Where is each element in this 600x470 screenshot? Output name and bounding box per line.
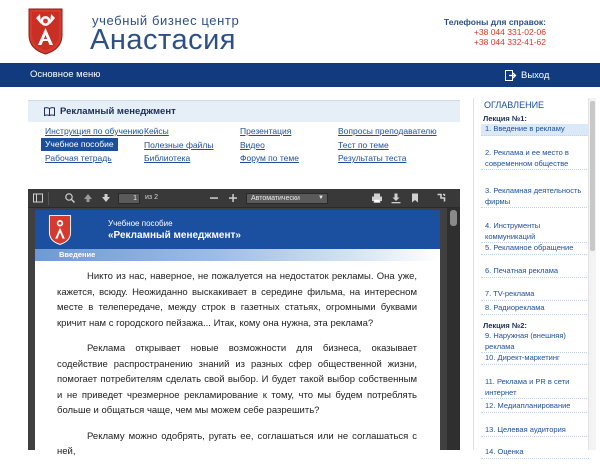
exit-icon [505,70,516,81]
link-library[interactable]: Библиотека [144,153,191,163]
toc-item-13[interactable]: 13. Целевая аудитория [481,425,589,437]
toc-item-11[interactable]: 11. Реклама и PR в сети интернет [481,377,589,399]
zoom-select[interactable] [246,193,328,204]
phones-label: Телефоны для справок: [443,17,546,27]
tools-icon[interactable] [435,192,447,204]
brand-name: Анастасия [90,24,236,56]
link-test-results[interactable]: Результаты теста [338,153,407,163]
page-count: из 2 [145,194,158,201]
toc-item-12[interactable]: 12. Медиапланирование [481,401,589,413]
phone-1: +38 044 331-02-06 [473,27,546,37]
link-useful-files[interactable]: Полезные файлы [144,140,214,150]
arrow-up-icon[interactable] [82,192,94,204]
link-instruction[interactable]: Инструкция по обучению [45,126,144,136]
pdf-page [35,210,440,457]
site-header [0,0,600,62]
course-panel [28,100,460,166]
toc-scrollbar-thumb[interactable] [590,101,595,251]
pdf-toolbar [28,189,460,208]
link-cases[interactable]: Кейсы [144,126,169,136]
toc-item-2[interactable]: 2. Реклама и ее место в современном обществе [481,148,589,170]
link-teacher-questions[interactable]: Вопросы преподавателю [338,126,437,136]
pdf-body-text [57,269,417,470]
link-textbook-active[interactable]: Учебное пособие [41,138,118,151]
toc-item-7[interactable]: 7. TV-реклама [481,289,589,301]
toc-item-6[interactable]: 6. Печатная реклама [481,266,589,278]
pdf-section-strip [35,249,440,261]
link-workbook[interactable]: Рабочая тетрадь [45,153,112,163]
toc-item-8[interactable]: 8. Радиореклама [481,303,589,315]
logo-coat-of-arms[interactable] [27,5,64,55]
main-navbar [0,63,600,87]
toc-scrollbar[interactable] [588,98,596,450]
link-topic-test[interactable]: Тест по теме [338,140,389,150]
link-forum[interactable]: Форум по теме [240,153,299,163]
pdf-section-label: Введение [59,250,96,259]
chevron-down-icon: ▼ [318,195,324,201]
phone-2: +38 044 332-41-62 [473,37,546,47]
toc-title: ОГЛАВЛЕНИЕ [484,100,545,110]
pdf-scrollbar-thumb[interactable] [450,210,457,226]
sidebar-toggle-icon[interactable] [32,192,44,204]
bookmark-icon[interactable] [409,192,421,204]
course-links [28,124,460,164]
pdf-doc-subtitle: Учебное пособие [108,219,173,228]
toc-lecture-1-heading: Лекция №1: [483,114,527,123]
toc-item-3[interactable]: 3. Рекламная деятельность фирмы [481,186,589,208]
download-icon[interactable] [390,192,402,204]
pdf-paragraph: Рекламу можно одобрять, ругать ее, соглашаться или не соглашаться с ней, [57,430,417,457]
toc-item-10[interactable]: 10. Директ-маркетинг [481,353,589,365]
pdf-scrollbar[interactable] [447,208,460,450]
toc-lecture-2-heading: Лекция №2: [483,321,527,330]
toc-item-5[interactable]: 5. Рекламное обращение [481,243,589,255]
course-title: Рекламный менеджмент [60,106,176,117]
pdf-paragraph: Никто из нас, наверное, не пожалуется на недостаток рекламы. Она уже, кажется, всюду. Неожиданно выскакивает в середине фильма, на интересном месте в телепередаче, между строк в газетных статьях, огромными буквами кричит нам с городского пейзажа... Итак, кому она нужна, эта реклама? [57,271,417,329]
arrow-down-icon[interactable] [100,192,112,204]
course-header [28,100,460,122]
print-icon[interactable] [371,192,383,204]
toc-item-14[interactable]: 14. Оценка [481,447,589,459]
toc-sidebar [473,98,597,456]
pdf-doc-title: «Рекламный менеджмент» [108,230,241,241]
zoom-out-icon[interactable] [64,192,76,204]
exit-button[interactable] [505,68,549,82]
toolbar-separator [48,192,49,205]
exit-label: Выход [521,69,550,81]
pdf-paragraph: Реклама открывает новые возможности для бизнеса, оказывает содействие распространению знаний из разных сфер общественной жизни, помогает потребителям сделать свой выбор. И будет такой выбор собственным и не приведет чрезмерное рекламирование к тому, что мы будем потреблять больше и общаться чаще, чем мы можем себе разрешить? [57,343,417,416]
zoom-minus-icon[interactable] [208,192,220,204]
contact-phones [444,17,546,47]
pdf-logo-coat-of-arms [48,213,72,245]
link-video[interactable]: Видео [240,140,265,150]
pdf-viewer [28,189,460,457]
toc-item-4[interactable]: 4. Инструменты коммуникаций [481,221,589,243]
zoom-value: Автоматически [251,195,300,202]
zoom-plus-icon[interactable] [227,192,239,204]
brand-subtitle: учебный бизнес центр [92,13,240,28]
pdf-header-band [35,210,440,249]
book-icon [44,107,55,116]
toc-item-1[interactable]: 1. Введение в рекламу [481,124,589,136]
main-menu-link[interactable]: Основное меню [30,69,101,80]
page-number-input[interactable]: 1 [118,193,140,204]
toc-item-9[interactable]: 9. Наружная (внешняя) реклама [481,331,589,353]
link-presentation[interactable]: Презентация [240,126,292,136]
